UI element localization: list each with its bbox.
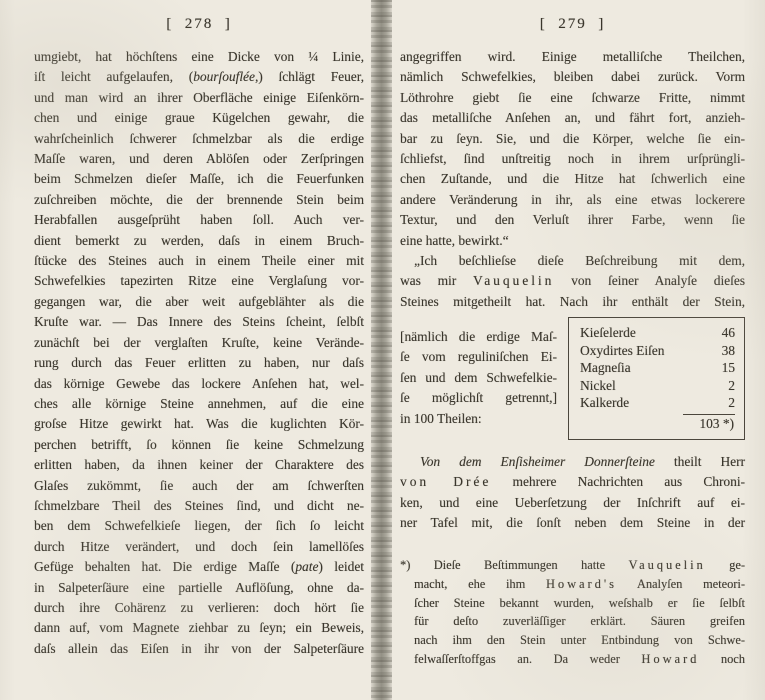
text-line: durch ihre Cohärenz zu verlieren: doch hört ſie bbox=[34, 599, 364, 615]
text-line: erlitten haben, da ihnen keiner der Charaktere des bbox=[34, 457, 364, 473]
text-line: Kruſte war. — Das Innere des Steins ſcheint, ſelbſt bbox=[34, 314, 364, 330]
table-row bbox=[580, 377, 735, 395]
component-name: Kieſelerde bbox=[580, 325, 636, 340]
page-279-analysis-section bbox=[400, 317, 745, 440]
table-row bbox=[580, 394, 735, 412]
text-line: in Salpeterſäure eine partielle Auflöſung, ohne da- bbox=[34, 579, 364, 595]
text-line: ches alle körnige Steine annehmen, auf die eine bbox=[34, 395, 364, 411]
text-line: Löthrohre giebt ſie eine ſchwarze Fritte, nimmt bbox=[400, 89, 745, 105]
text-line: chen Zuſtande, und die Hitze hat ſchwerlich eine bbox=[400, 171, 745, 187]
table-row bbox=[580, 324, 735, 342]
text-line: beim Schmelzen dieſer Maſſe, ich die Feuerfunken bbox=[34, 171, 364, 187]
text-line: iſt leicht aufgelaufen, (bourſouflée,) ſchlägt Feuer, bbox=[34, 69, 364, 85]
text-line: und man wird an ihrer Oberfläche einige Eiſenkörn- bbox=[34, 89, 364, 105]
analysis-rows bbox=[580, 324, 735, 412]
text-line: daſs allein das Eiſen in ihr von der Salpeterſäure bbox=[34, 640, 364, 656]
component-name: Oxydirtes Eiſen bbox=[580, 342, 665, 358]
text-line: ſen und dem Schwefelkie- bbox=[400, 369, 557, 385]
text-line: gegangen war, die aber weit aufgeblähter als die bbox=[34, 293, 364, 309]
text-line: wahrſcheinlich ſchwerer ſchmelzbar als die erdige bbox=[34, 130, 364, 146]
text-line: Glaſes zukömmt, ſie auch der am ſchwerſten bbox=[34, 477, 364, 493]
book-gutter-seam bbox=[371, 0, 392, 700]
text-line: *) Dieſe Beſtimmungen hatte Vauquelin ge- bbox=[400, 558, 745, 572]
page-279-footnote bbox=[400, 556, 745, 669]
text-line: ken, und eine Ueberſetzung der Inſchrift auf ei- bbox=[400, 494, 745, 510]
text-line: ſcher Steine bekannt wurden, weſshalb er ſie ſelbſt bbox=[414, 595, 745, 610]
text-line: Gefüge behalten hat. Die erdige Maſſe (pate) leidet bbox=[34, 559, 364, 575]
text-line: dann auf, vom Magnete ziehbar zu ſeyn; ein Beweis, bbox=[34, 620, 364, 636]
text-line: „Ich beſchlieſse dieſe Beſchreibung mit dem, bbox=[414, 253, 745, 269]
text-line: ſe vom reguliniſchen Ei- bbox=[400, 349, 557, 365]
component-value: 38 bbox=[721, 342, 735, 358]
component-name: Nickel bbox=[580, 377, 616, 393]
component-value: 46 bbox=[721, 325, 735, 340]
text-line: eine hatte, bewirkt.“ bbox=[400, 232, 509, 248]
text-line: chen und einige graue Kügelchen gewahr, die bbox=[34, 110, 364, 126]
text-line: ſchliefst, ſind unſtreitig noch in ihrem urſprüngli- bbox=[400, 151, 745, 167]
text-line: von Drée mehrere Nachrichten aus Chroni- bbox=[400, 474, 746, 490]
component-value: 2 bbox=[728, 377, 735, 393]
text-line: macht, ehe ihm Howard's Analyſen meteori- bbox=[414, 576, 745, 591]
text-line: umgiebt, hat höchſtens eine Dicke von ¼ Linie, bbox=[34, 49, 364, 64]
text-line: Steines mitgetheilt hat. Nach ihr enthält der Stein, bbox=[400, 293, 745, 309]
analysis-total: 103 *) bbox=[683, 414, 735, 432]
component-value: 15 bbox=[721, 360, 735, 376]
table-row bbox=[580, 342, 735, 360]
text-line: Schwefelkies tapezirten Ritze eine Verglaſung vor- bbox=[34, 273, 364, 289]
text-line: bar zu ſeyn. Sie, und die Körper, welche ſie ein- bbox=[400, 130, 745, 146]
text-line: das metalliſche Anſehen an, und fährt fort, anzieh- bbox=[400, 110, 745, 126]
text-line: andere Veränderung in ihr, als eine etwas lockerere bbox=[400, 191, 745, 207]
text-line: ner Tafel mit, die ſonſt neben dem Steine in der bbox=[400, 515, 745, 531]
page-number-278: [ 278 ] bbox=[166, 16, 232, 32]
text-line: Textur, und den Verluſt ihrer Farbe, wenn ſie bbox=[400, 212, 745, 228]
text-line: Von dem Enſisheimer Donnerſteine theilt Herr bbox=[420, 454, 745, 469]
text-line: groſse Hitze gewirkt hat. Was die kuglichten Kör- bbox=[34, 416, 364, 432]
text-line: ſchmelzbare Theil des Steines ſind, und dicht ne- bbox=[34, 497, 364, 513]
component-name: Magneſia bbox=[580, 360, 631, 376]
text-line: was mir Vauquelin von ſeiner Analyſe dieſes bbox=[400, 273, 745, 289]
text-line: für deſto zuverläſſiger erklärt. Säuren greifen bbox=[414, 614, 745, 629]
component-name: Kalkerde bbox=[580, 395, 630, 411]
page-279-body bbox=[400, 47, 745, 312]
bracket-note bbox=[400, 317, 557, 429]
text-line: rung durch das Feuer erlitten zu haben, nur daſs bbox=[34, 355, 364, 371]
text-line: nach ihm den Stein unter Entbindung von Schwe- bbox=[414, 633, 745, 648]
component-value: 2 bbox=[728, 395, 735, 411]
text-line: das körnige Gewebe das lockere Anſehen hat, wel- bbox=[34, 375, 364, 391]
text-line: ben dem Schwefelkieſe liegen, der ſich ſo leicht bbox=[34, 518, 364, 534]
text-line: Herabfallen ausgeſprüht haben ſoll. Auch ver- bbox=[34, 212, 364, 228]
text-line: in 100 Theilen: bbox=[400, 410, 482, 426]
analysis-total-row bbox=[580, 414, 735, 432]
text-line: perchen betrifft, ſo können ſie keine Schmelzung bbox=[34, 436, 364, 452]
page-number-279: [ 279 ] bbox=[539, 16, 606, 32]
table-row bbox=[580, 359, 735, 377]
text-line: dient bemerkt zu werden, daſs in einem Bruch- bbox=[34, 232, 364, 248]
text-line: Maſſe waren, und deren Ablöſen oder Zerſpringen bbox=[34, 151, 364, 167]
text-line: ſtücke des Steines auch in einem Theile einer mit bbox=[34, 253, 364, 269]
text-line: [nämlich die erdige Maſ- bbox=[400, 329, 557, 344]
text-line: nämlich Schwefelkies, bleiben dabei zurück. Vorm bbox=[400, 69, 745, 85]
text-line: durch Hitze verändert, und doch ſein lamellöſes bbox=[34, 538, 364, 554]
text-line: zunächſt bei der verglaſten Kruſte, keine Verände- bbox=[34, 334, 364, 350]
text-line: zuſchreiben möchte, die der brennende Stein beim bbox=[34, 191, 364, 207]
page-279-paragraph-ensisheim bbox=[400, 452, 745, 534]
text-line: felwaſſerſtoffgas an. Da weder Howard noch bbox=[414, 651, 745, 666]
analysis-table bbox=[568, 317, 745, 440]
text-line: ſe möglichſt getrennt,] bbox=[400, 390, 557, 406]
text-line: angegriffen wird. Einige metalliſche Theilchen, bbox=[400, 49, 745, 64]
page-278-body bbox=[34, 47, 364, 659]
